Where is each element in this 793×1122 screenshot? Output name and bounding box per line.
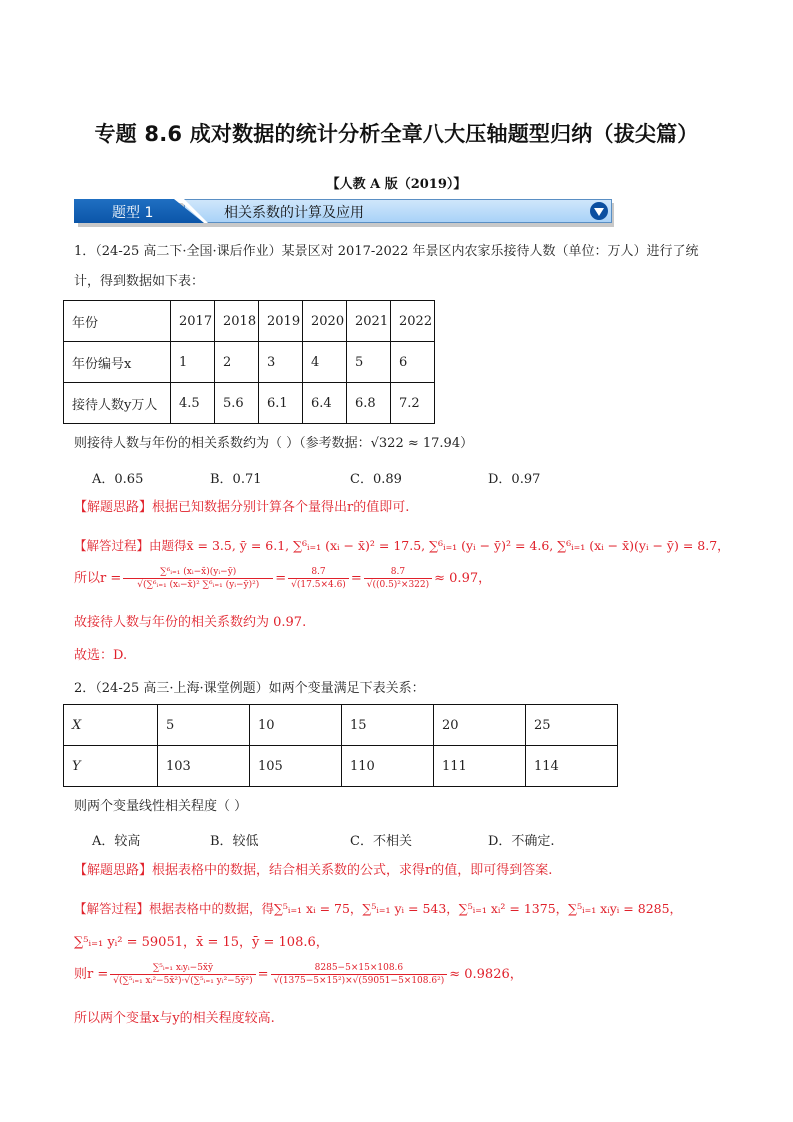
q2-solution-formula — [74, 962, 523, 987]
q2-question: 则两个变量线性相关程度（ ） — [74, 799, 248, 814]
fraction-numerator: ∑⁶ᵢ₌₁ (xᵢ−x̄)(yᵢ−ȳ) — [123, 566, 273, 579]
fraction-denominator: √(1375−5×15²)×√(59051−5×108.6²) — [273, 976, 445, 986]
table-cell: 25 — [526, 705, 618, 746]
q1-option-c[interactable]: C．0.89 — [350, 472, 402, 487]
table-cell: 6.8 — [347, 383, 391, 424]
fraction — [110, 962, 255, 987]
table-row — [64, 746, 618, 787]
q2-solution-process-line1: 【解答过程】根据表格中的数据，得∑⁵ᵢ₌₁ xᵢ = 75，∑⁵ᵢ₌₁ yᵢ = 543，∑⁵ᵢ₌₁ xᵢ² = 1375，∑⁵ᵢ₌₁ xᵢyᵢ = 8285， — [74, 901, 683, 916]
fraction-denominator: √(17.5×4.6) — [291, 580, 346, 590]
q2-option-d[interactable]: D．不确定. — [488, 834, 555, 849]
fraction-denominator: √(∑⁶ᵢ₌₁ (xᵢ−x̄)² ∑⁶ᵢ₌₁ (yᵢ−ȳ)²) — [137, 580, 260, 590]
table-row — [64, 301, 435, 342]
q2-conclusion: 所以两个变量x与y的相关程度较高. — [74, 1011, 275, 1026]
chevron-down-circle-icon[interactable] — [590, 202, 608, 220]
table-cell: 2 — [215, 342, 259, 383]
table-cell: Y — [64, 746, 158, 787]
formula-prefix: 则r = — [74, 966, 109, 982]
table-cell: 5.6 — [215, 383, 259, 424]
formula-result: ≈ 0.97， — [434, 570, 492, 586]
table-cell: 20 — [434, 705, 526, 746]
q1-option-d[interactable]: D．0.97 — [488, 472, 541, 487]
q2-option-a[interactable]: A．较高 — [92, 834, 141, 849]
table-cell: 5 — [347, 342, 391, 383]
table-cell: 6.1 — [259, 383, 303, 424]
document-title: 专题 8.6 成对数据的统计分析全章八大压轴题型归纳（拔尖篇） — [94, 122, 699, 146]
equals-sign: = — [275, 570, 287, 586]
table-cell: 年份 — [64, 301, 171, 342]
fraction — [271, 962, 448, 987]
q1-solution-idea: 【解题思路】根据已知数据分别计算各个量得出r的值即可. — [74, 500, 410, 515]
table-cell: 114 — [526, 746, 618, 787]
table-cell: 103 — [158, 746, 250, 787]
equals-sign: = — [350, 570, 362, 586]
table-cell: 6.4 — [303, 383, 347, 424]
q2-data-table — [63, 704, 618, 787]
q1-option-b[interactable]: B．0.71 — [210, 472, 262, 487]
fraction — [364, 566, 432, 591]
table-cell: 111 — [434, 746, 526, 787]
fraction-numerator: 8.7 — [288, 566, 349, 579]
q1-stem-line1: 1．（24-25 高二下·全国·课后作业）某景区对 2017-2022 年景区内农家乐接待人数（单位：万人）进行了统 — [74, 244, 699, 259]
section-banner — [74, 199, 612, 225]
fraction-denominator: √((0.5)²×322) — [366, 580, 430, 590]
q2-solution-process-line2: ∑⁵ᵢ₌₁ yᵢ² = 59051，x̄ = 15，ȳ = 108.6， — [74, 935, 329, 950]
formula-result: ≈ 0.9826， — [449, 966, 523, 982]
q1-stem-line2: 计，得到数据如下表： — [74, 274, 205, 289]
table-cell: 5 — [158, 705, 250, 746]
fraction-denominator: √(∑⁵ᵢ₌₁ xᵢ²−5x̄²)·√(∑⁵ᵢ₌₁ yᵢ²−5ȳ²) — [113, 976, 253, 986]
fraction-numerator: ∑⁵ᵢ₌₁ xᵢyᵢ−5x̄ȳ — [110, 962, 255, 975]
q1-data-table — [63, 300, 435, 424]
table-cell: 7.2 — [391, 383, 435, 424]
table-cell: 1 — [171, 342, 215, 383]
table-cell: 4 — [303, 342, 347, 383]
q1-solution-formula — [74, 566, 491, 591]
table-cell: 年份编号x — [64, 342, 171, 383]
formula-prefix: 所以r = — [74, 570, 122, 586]
table-cell: 2021 — [347, 301, 391, 342]
q2-option-c[interactable]: C．不相关 — [350, 834, 412, 849]
q1-answer: 故选：D. — [74, 648, 128, 663]
q1-conclusion: 故接待人数与年份的相关系数约为 0.97. — [74, 615, 307, 630]
table-cell: 2017 — [171, 301, 215, 342]
fraction-numerator: 8285−5×15×108.6 — [271, 962, 448, 975]
equals-sign: = — [257, 966, 269, 982]
table-row — [64, 383, 435, 424]
edition-label: 【人教 A 版（2019）】 — [326, 177, 467, 192]
q2-option-b[interactable]: B．较低 — [210, 834, 259, 849]
table-cell: 10 — [250, 705, 342, 746]
table-cell: 3 — [259, 342, 303, 383]
table-cell: 15 — [342, 705, 434, 746]
table-cell: 105 — [250, 746, 342, 787]
fraction-numerator: 8.7 — [364, 566, 432, 579]
table-row — [64, 705, 618, 746]
table-cell: X — [64, 705, 158, 746]
table-cell: 110 — [342, 746, 434, 787]
table-cell: 2018 — [215, 301, 259, 342]
q1-question: 则接待人数与年份的相关系数约为（ ）（参考数据：√322 ≈ 17.94） — [74, 436, 474, 451]
table-cell: 4.5 — [171, 383, 215, 424]
table-cell: 2020 — [303, 301, 347, 342]
fraction — [123, 566, 273, 591]
table-cell: 2019 — [259, 301, 303, 342]
table-cell: 接待人数y万人 — [64, 383, 171, 424]
banner-topic-label: 相关系数的计算及应用 — [224, 205, 364, 221]
table-cell: 2022 — [391, 301, 435, 342]
banner-type-label: 题型 1 — [112, 205, 154, 221]
table-row — [64, 342, 435, 383]
q2-stem: 2．（24-25 高三·上海·课堂例题）如两个变量满足下表关系： — [74, 681, 425, 696]
q1-solution-process-line1: 【解答过程】由题得x̄ = 3.5, ȳ = 6.1, ∑⁶ᵢ₌₁ (xᵢ − x̄)² = 17.5, ∑⁶ᵢ₌₁ (yᵢ − ȳ)² = 4.6, ∑⁶ᵢ₌₁ (xᵢ − x̄)(yᵢ − ȳ) = 8.7， — [74, 538, 730, 553]
q2-solution-idea: 【解题思路】根据表格中的数据，结合相关系数的公式，求得r的值，即可得到答案. — [74, 863, 553, 878]
q1-option-a[interactable]: A．0.65 — [92, 472, 144, 487]
fraction — [288, 566, 349, 591]
table-cell: 6 — [391, 342, 435, 383]
